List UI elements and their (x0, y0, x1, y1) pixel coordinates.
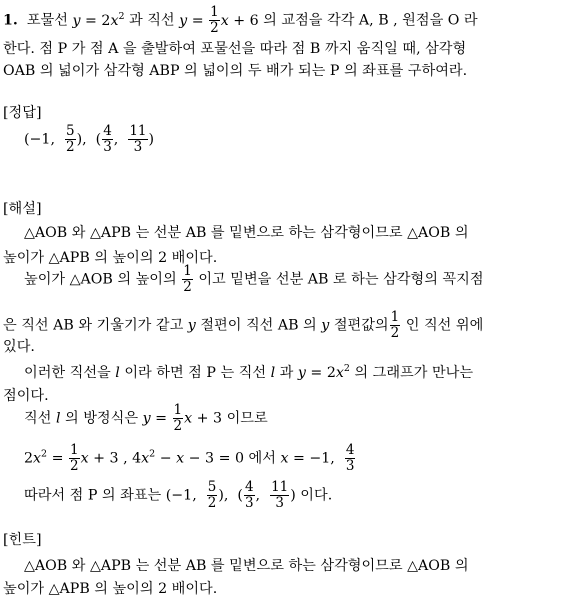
fraction: $\frac{11}{3}$ (271, 479, 289, 511)
solution-p2-line-1 (24, 264, 484, 295)
solution-p2-line-3: 있다. (3, 339, 35, 355)
solution-p2-line-2: 은 직선 AB 와 기울기가 같고 y 절편이 직선 AB 의 y 절편값의 $\frac{1}{2}$ 인 직선 위에 (3, 309, 484, 341)
fraction: $\frac{1}{2}$ (70, 442, 79, 474)
fraction: $\frac{4}{3}$ (244, 479, 254, 511)
solution-text: 의 방정식은 (65, 410, 139, 427)
solution-text: 이러한 직선을 (24, 365, 111, 381)
problem-line-3: OAB 의 넓이가 삼각형 ABP 의 넓이의 두 배가 되는 P 의 좌표를 구하여라. (3, 63, 468, 79)
fraction: $\frac{1}{2}$ (210, 4, 219, 36)
answer-line: (−1, $\frac{5}{2}$ ), ( $\frac{4}{3}$ , $\frac{11}{3}$ ) (24, 123, 155, 155)
solution-text: 이고 밑변을 선분 AB 로 하는 삼각형의 꼭지점 (198, 271, 484, 288)
fraction: $\frac{1}{2}$ (173, 402, 183, 434)
math-parabola: $y = 2x^2$ (72, 10, 125, 29)
fraction: $\frac{1}{2}$ (390, 309, 400, 341)
answer-point-1-x: (−1, (24, 131, 55, 148)
solution-p1-line-2: 높이가 △APB 의 높이의 2 배이다. (3, 250, 218, 266)
solution-text: 따라서 점 P 의 좌표는 (24, 487, 162, 504)
math-line: y = $\frac{1}{2}$ x + 6 (179, 4, 259, 36)
problem-number: 1. (3, 12, 18, 29)
solution-p3-line-1: 이러한 직선을 l 이라 하면 점 P 는 직선 l 과 $y = 2x^2$ 의 그래프가 만나는 (24, 363, 474, 381)
problem-line-1 (3, 5, 478, 36)
fraction: $\frac{4}{3}$ (345, 442, 355, 474)
solution-text: 에서 (248, 450, 276, 467)
solution-text: 절편이 직선 AB 의 (200, 317, 317, 334)
solution-text: 절편값의 (333, 317, 389, 334)
hint-line-1: △AOB 와 △APB 는 선분 AB 를 밑변으로 하는 삼각형이므로 △AOB 의 (24, 558, 469, 574)
answer-point-2-y: $\frac{11}{3}$ (129, 123, 147, 155)
solution-text: 직선 (24, 410, 52, 427)
problem-text: 포물선 (26, 12, 68, 29)
problem-line-2: 한다. 점 P 가 점 A 을 출발하여 포물선을 따라 점 B 까지 움직일 때, 삼각형 (3, 41, 467, 57)
problem-text: 과 직선 (129, 12, 175, 29)
solution-header: [해설] (3, 201, 42, 217)
solution-p6-line: 따라서 점 P 의 좌표는 (−1, $\frac{5}{2}$ ), ( $\frac{4}{3}$ , $\frac{11}{3}$ ) 이다. (24, 479, 333, 511)
fraction: $\frac{1}{2}$ (183, 263, 192, 295)
solution-text: 과 (279, 365, 294, 381)
hint-header: [힌트] (3, 532, 42, 548)
solution-text: 높이가 △AOB 의 높이의 (24, 271, 177, 288)
hint-line-2: 높이가 △APB 의 높이의 2 배이다. (3, 581, 218, 597)
answer-header: [정답] (3, 105, 42, 121)
fraction: $\frac{5}{2}$ (207, 479, 217, 511)
solution-text: 이다. (300, 487, 333, 504)
solution-p3-line-2: 점이다. (3, 388, 49, 404)
solution-p5-line: $2x^2$ = $\frac{1}{2}$ x + 3 , $4x^2 - x - 3 = 0$ 에서 x = −1, $\frac{4}{3}$ (24, 442, 355, 474)
solution-text: 이라 하면 점 P 는 직선 (124, 365, 267, 381)
solution-text: 은 직선 AB 와 기울기가 같고 (3, 317, 184, 334)
solution-text: 의 그래프가 만나는 (354, 365, 474, 381)
problem-text: 의 교점을 각각 A, B , 원점을 O 라 (263, 12, 478, 29)
answer-point-1-y: $\frac{5}{2}$ (66, 123, 75, 155)
answer-point-2-x: $\frac{4}{3}$ (103, 123, 112, 155)
solution-text: 인 직선 위에 (405, 317, 484, 334)
solution-p4-line: 직선 l 의 방정식은 y = $\frac{1}{2}$ x + 3 이므로 (24, 402, 268, 434)
solution-text: 이므로 (226, 410, 268, 427)
solution-p1-line-1: △AOB 와 △APB 는 선분 AB 를 밑변으로 하는 삼각형이므로 △AOB 의 (24, 225, 469, 241)
